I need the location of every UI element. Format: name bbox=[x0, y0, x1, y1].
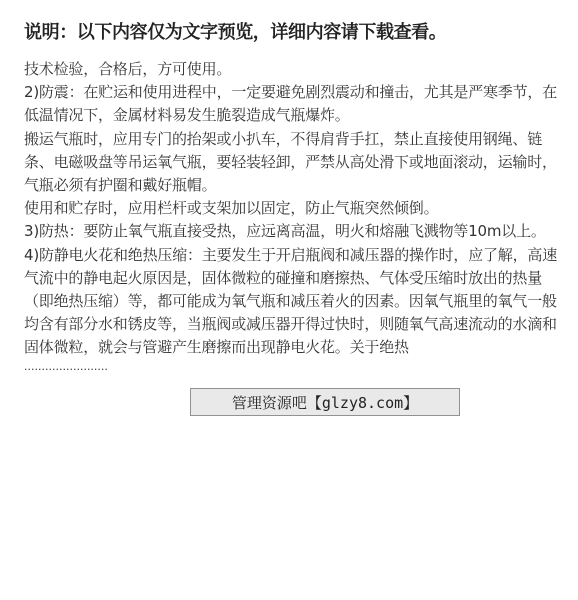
preview-notice: 说明：以下内容仅为文字预览，详细内容请下载查看。 bbox=[24, 22, 447, 43]
paragraph-5: 3)防热：要防止氧气瓶直接受热，应远离高温，明火和熔融飞溅物等10m以上。 bbox=[24, 222, 546, 241]
paragraph-2: 2)防震：在贮运和使用进程中，一定要避免剧烈震动和撞击，尤其是严寒季节，在低温情况下，金属材料易发生脆裂造成气瓶爆炸。 bbox=[24, 83, 557, 125]
truncation-ellipsis: ························ bbox=[24, 362, 108, 376]
paragraph-4: 使用和贮存时，应用栏杆或支架加以固定，防止气瓶突然倾倒。 bbox=[24, 199, 439, 218]
paragraph-3: 搬运气瓶时，应用专门的抬架或小扒车，不得肩背手扛，禁止直接使用钢绳、链条、电磁吸盘等吊运氧气瓶，要轻装轻卸，严禁从高处滑下或地面滚动，运输时，气瓶必须有护圈和戴好瓶帽。 bbox=[24, 129, 557, 195]
paragraph-1: 技术检验，合格后，方可使用。 bbox=[24, 60, 232, 78]
paragraph-6: 4)防静电火花和绝热压缩：主要发生于开启瓶阀和减压器的操作时，应了解，高速气流中的静电起火原因是，固体微粒的碰撞和磨擦热、气体受压缩时放出的热量（即绝热压缩）等，都可能成为氧气瓶和减压着火的因素。因氧气瓶里的氧气一般均含有部分水和锈皮等，当瓶阀或减压器开得过快时，则随氧气高速流动的水滴和固体微粒，就会与管避产生磨擦而出现静电火花。关于绝热 bbox=[24, 245, 557, 357]
document-body bbox=[24, 58, 564, 376]
watermark-banner: 管理资源吧【glzy8.com】 bbox=[190, 388, 460, 416]
